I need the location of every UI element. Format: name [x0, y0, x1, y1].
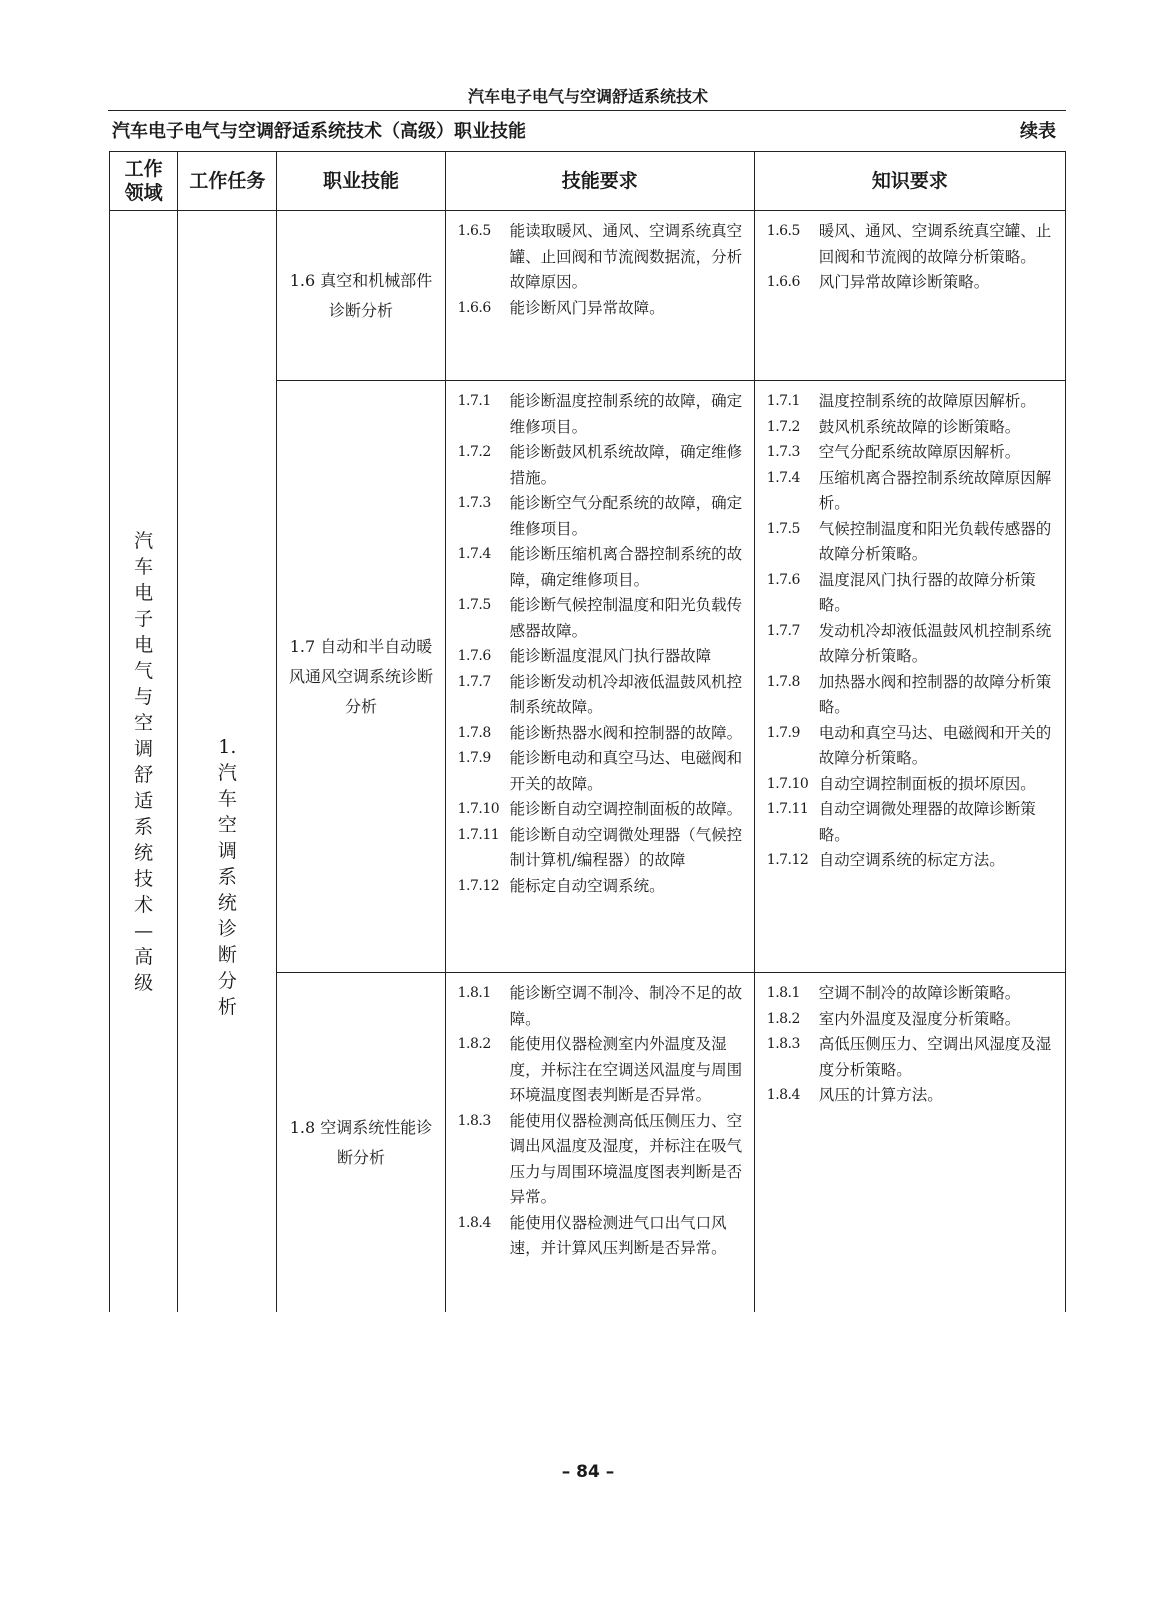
list-item	[458, 1032, 748, 1109]
work-field-char: 统	[134, 841, 154, 864]
list-item	[458, 797, 748, 823]
item-text: 能诊断自动空调微处理器（气候控制计算机/编程器）的故障	[509, 825, 743, 869]
list-item	[458, 440, 748, 491]
item-text: 能诊断压缩机离合器控制系统的故障，确定维修项目。	[509, 545, 743, 589]
item-text: 能诊断鼓风机系统故障，确定维修措施。	[509, 443, 743, 487]
item-text: 能诊断空气分配系统的故障，确定维修项目。	[509, 494, 743, 538]
work-field-char: 气	[134, 659, 154, 682]
item-text: 鼓风机系统故障的诊断策略。	[818, 417, 1021, 436]
header-rule	[108, 110, 1066, 111]
work-field-cell	[110, 211, 178, 1313]
work-field-char: 子	[134, 607, 154, 630]
work-field-char: 电	[134, 581, 154, 604]
work-field-char: 级	[134, 971, 154, 994]
work-field-char: 与	[134, 685, 154, 708]
list-item	[767, 1032, 1059, 1083]
item-text: 能读取暖风、通风、空调系统真空罐、止回阀和节流阀数据流，分析故障原因。	[509, 222, 743, 291]
list-item	[767, 466, 1059, 517]
item-number: 1.6.6	[457, 299, 491, 316]
work-field-char: 高	[134, 945, 154, 968]
list-item	[767, 440, 1059, 466]
work-field-char: —	[134, 919, 154, 942]
item-text: 自动空调微处理器的故障诊断策略。	[818, 800, 1036, 844]
list-item	[767, 219, 1059, 270]
document-title: 汽车电子电气与空调舒适系统技术（高级）职业技能	[112, 121, 526, 142]
list-item	[458, 1109, 748, 1211]
work-field-char: 电	[134, 633, 154, 656]
item-text: 自动空调控制面板的损坏原因。	[818, 774, 1036, 793]
list-item	[767, 517, 1059, 568]
work-task-char: 析	[217, 995, 237, 1018]
item-number: 1.8.4	[766, 1087, 800, 1103]
knowledge-cell	[754, 211, 1065, 381]
item-text: 温度混风门执行器的故障分析策略。	[818, 570, 1036, 614]
list-item	[458, 981, 748, 1032]
table-header-row	[110, 152, 1066, 211]
list-item	[767, 1083, 1059, 1109]
work-task-cell	[178, 211, 277, 1313]
item-number: 1.7.12	[766, 852, 809, 868]
table-row	[110, 211, 1066, 381]
work-field-char: 调	[134, 737, 154, 760]
header-requirements: 技能要求	[445, 152, 754, 211]
item-number: 1.7.8	[457, 724, 491, 741]
item-number: 1.7.5	[766, 520, 800, 537]
work-task-char: 断	[217, 943, 237, 966]
work-task-char: 空	[217, 813, 237, 836]
knowledge-cell	[754, 973, 1065, 1313]
item-text: 空调不制冷的故障诊断策略。	[818, 984, 1021, 1002]
item-text: 能诊断空调不制冷、制冷不足的故障。	[509, 984, 743, 1028]
page-number: – 84 –	[561, 1462, 615, 1482]
list-item	[458, 823, 748, 874]
work-task-char: 汽	[217, 761, 237, 784]
list-item	[767, 389, 1059, 415]
list-item	[458, 296, 748, 322]
item-text: 能使用仪器检测高低压侧压力、空调出风温度及湿度，并标注在吸气压力与周围环境温度图表判断是否异常。	[509, 1111, 743, 1206]
work-task-char: 统	[217, 891, 237, 914]
item-number: 1.8.2	[766, 1010, 800, 1027]
work-field-char: 舒	[134, 763, 154, 786]
list-item	[458, 1211, 748, 1262]
item-number: 1.7.2	[766, 418, 800, 435]
continued-label: 续表	[1020, 121, 1056, 142]
list-item	[767, 981, 1059, 1007]
item-text: 风门异常故障诊断策略。	[818, 273, 990, 291]
list-item	[458, 670, 748, 721]
item-text: 能使用仪器检测进气口出气口风速，并计算风压判断是否异常。	[509, 1213, 727, 1257]
item-text: 室内外温度及湿度分析策略。	[818, 1009, 1021, 1028]
item-number: 1.8.1	[766, 985, 800, 1001]
item-number: 1.6.5	[766, 223, 800, 239]
item-text: 能诊断发动机冷却液低温鼓风机控制系统故障。	[509, 672, 743, 716]
item-text: 压缩机离合器控制系统故障原因解析。	[818, 468, 1052, 512]
item-text: 加热器水阀和控制器的故障分析策略。	[818, 672, 1052, 716]
item-number: 1.7.1	[457, 393, 491, 409]
list-item	[458, 644, 748, 670]
item-number: 1.7.9	[457, 750, 491, 766]
item-text: 暖风、通风、空调系统真空罐、止回阀和节流阀的故障分析策略。	[818, 222, 1052, 266]
list-item	[458, 542, 748, 593]
item-text: 能诊断热器水阀和控制器的故障。	[509, 723, 743, 742]
work-field-char: 术	[134, 893, 154, 916]
work-field-char: 汽	[134, 529, 154, 552]
list-item	[767, 270, 1059, 296]
list-item	[767, 619, 1059, 670]
item-text: 发动机冷却液低温鼓风机控制系统故障分析策略。	[818, 621, 1052, 665]
knowledge-cell	[754, 381, 1065, 973]
work-task-char: 1.	[218, 735, 237, 758]
item-text: 能诊断温度混风门执行器故障	[509, 647, 712, 665]
item-number: 1.8.1	[457, 985, 491, 1001]
list-item	[767, 415, 1059, 441]
item-number: 1.8.3	[766, 1036, 800, 1052]
item-number: 1.7.6	[766, 571, 800, 588]
requirements-cell	[445, 211, 754, 381]
item-number: 1.7.7	[457, 673, 491, 690]
item-text: 能诊断风门异常故障。	[509, 298, 665, 317]
list-item	[458, 593, 748, 644]
item-number: 1.8.4	[457, 1214, 491, 1231]
item-number: 1.7.11	[766, 801, 809, 817]
item-text: 能使用仪器检测室内外温度及湿度，并标注在空调送风温度与周围环境温度图表判断是否异常。	[509, 1035, 743, 1104]
work-task-text	[178, 734, 276, 1020]
skills-table	[109, 151, 1066, 1313]
list-item	[767, 670, 1059, 721]
item-text: 能诊断气候控制温度和阳光负载传感器故障。	[509, 596, 743, 640]
item-text: 气候控制温度和阳光负载传感器的故障分析策略。	[818, 519, 1052, 563]
item-number: 1.7.6	[457, 648, 491, 664]
item-number: 1.7.8	[766, 673, 800, 690]
work-field-text	[110, 528, 177, 996]
work-task-char: 系	[217, 865, 237, 888]
item-number: 1.7.4	[766, 469, 800, 486]
item-number: 1.8.3	[457, 1112, 491, 1129]
item-number: 1.7.9	[766, 724, 800, 741]
item-number: 1.7.2	[457, 444, 491, 460]
item-text: 电动和真空马达、电磁阀和开关的故障分析策略。	[818, 723, 1052, 767]
work-field-char: 车	[134, 555, 154, 578]
list-item	[767, 721, 1059, 772]
item-number: 1.6.6	[766, 274, 800, 290]
work-task-char: 车	[217, 787, 237, 810]
list-item	[458, 721, 748, 747]
work-field-char: 系	[134, 815, 154, 838]
item-text: 自动空调系统的标定方法。	[818, 851, 1005, 869]
item-number: 1.7.3	[766, 444, 800, 460]
item-number: 1.7.4	[457, 546, 491, 562]
item-number: 1.7.7	[766, 622, 800, 639]
skill-cell: 1.6 真空和机械部件诊断分析	[277, 211, 445, 381]
running-header: 汽车电子电气与空调舒适系统技术	[467, 87, 708, 106]
list-item	[458, 389, 748, 440]
skill-cell: 1.7 自动和半自动暖风通风空调系统诊断分析	[277, 381, 445, 973]
list-item	[458, 219, 748, 296]
list-item	[767, 848, 1059, 874]
item-text: 能诊断电动和真空马达、电磁阀和开关的故障。	[509, 749, 743, 793]
list-item	[767, 772, 1059, 798]
item-number: 1.8.2	[457, 1036, 491, 1052]
work-field-char: 适	[134, 789, 154, 812]
item-number: 1.7.3	[457, 495, 491, 511]
list-item	[767, 1007, 1059, 1033]
work-task-char: 诊	[217, 917, 237, 940]
item-number: 1.7.1	[766, 393, 800, 409]
item-text: 能诊断温度控制系统的故障，确定维修项目。	[509, 392, 743, 436]
list-item	[458, 491, 748, 542]
item-number: 1.7.10	[457, 801, 500, 817]
item-number: 1.7.12	[457, 877, 500, 894]
work-field-char: 技	[134, 867, 154, 890]
item-text: 能标定自动空调系统。	[509, 876, 665, 895]
requirements-cell	[445, 381, 754, 973]
item-number: 1.7.5	[457, 597, 491, 613]
header-work-field: 工作领域	[110, 152, 178, 211]
requirements-cell	[445, 973, 754, 1313]
item-text: 高低压侧压力、空调出风湿度及湿度分析策略。	[818, 1035, 1052, 1079]
list-item	[458, 746, 748, 797]
work-field-char: 空	[134, 711, 154, 734]
list-item	[458, 874, 748, 900]
item-text: 风压的计算方法。	[818, 1086, 943, 1104]
table-open-bottom	[108, 1312, 1068, 1318]
item-number: 1.7.10	[766, 775, 809, 792]
item-text: 能诊断自动空调控制面板的故障。	[509, 800, 743, 818]
list-item	[767, 797, 1059, 848]
header-work-task: 工作任务	[178, 152, 277, 211]
item-text: 温度控制系统的故障原因解析。	[818, 392, 1036, 410]
item-number: 1.7.11	[457, 826, 500, 843]
work-task-char: 分	[217, 969, 237, 992]
item-text: 空气分配系统故障原因解析。	[818, 443, 1021, 461]
work-task-char: 调	[217, 839, 237, 862]
header-knowledge: 知识要求	[754, 152, 1065, 211]
item-number: 1.6.5	[457, 223, 491, 239]
skill-cell: 1.8 空调系统性能诊断分析	[277, 973, 445, 1313]
list-item	[767, 568, 1059, 619]
header-skill: 职业技能	[277, 152, 445, 211]
